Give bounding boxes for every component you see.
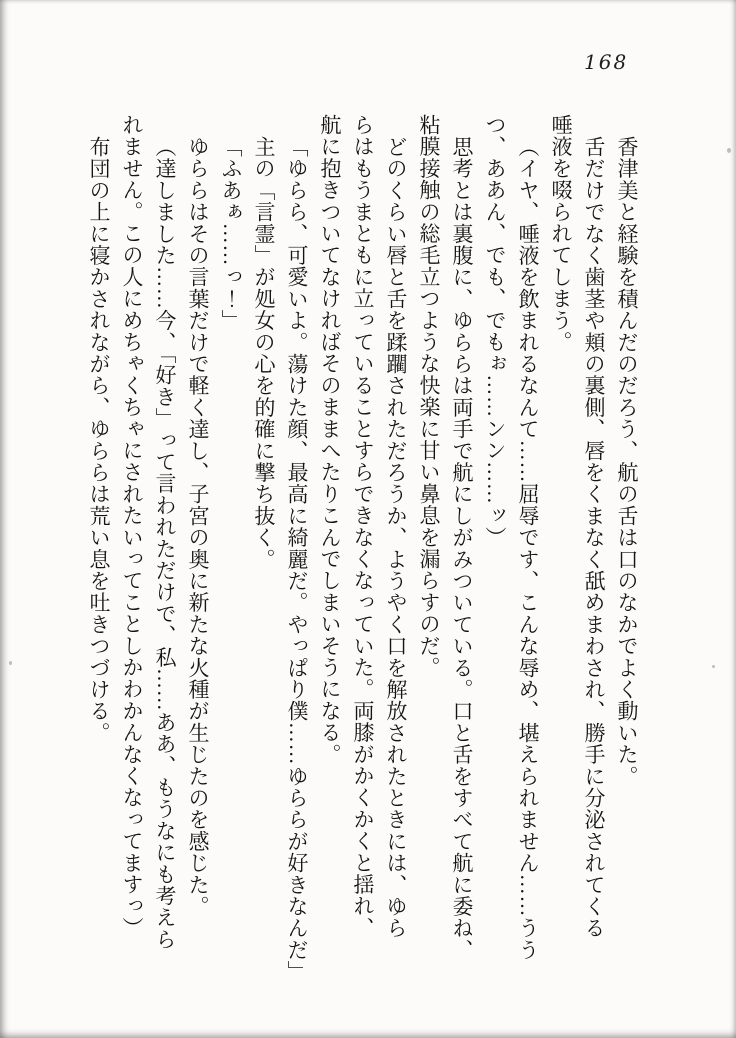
text-line: 「ふあぁ……っ！」 [219,135,243,332]
scan-speck [9,661,12,665]
text-line: 布団の上に寝かされながら、ゆららは荒い息を吐きつづける。 [87,135,111,744]
scan-speck [712,665,715,668]
text-columns [79,114,643,1004]
text-line: つ、ああん、でも、でもぉ……ンン……ッ） [483,114,507,548]
text-line: 香津美と経験を積んだのだろう、航の舌は口のなかでよく動いた。 [615,135,639,787]
text-line: 航に抱きついてなければそのままへたりこんでしまいそうになる。 [318,114,342,765]
text-line: どのくらい唇と舌を蹂躙されただろうか、ようやく口を解放されたときには、ゆら [384,135,408,939]
text-line: れません。この人にめちゃくちゃにされたいってことしかわかんなくなってますっ） [120,114,144,939]
text-line: 「ゆらら、可愛いよ。蕩けた顔、最高に綺麗だ。やっぱり僕……ゆららが好きなんだ」 [285,135,309,983]
text-line: 思考とは裏腹に、ゆららは両手で航にしがみついている。口と舌をすべて航に委ね、 [450,135,474,961]
page-number: 168 [584,50,629,74]
scan-speck [727,148,731,153]
text-line: ゆららはその言葉だけで軽く達し、子宮の奥に新たな火種が生じたのを感じた。 [186,135,210,917]
text-line: （イヤ、唾液を飲まれるなんて……屈辱です、こんな辱め、堪えられません……うう [516,135,540,961]
text-line: 主の「言霊」が処女の心を的確に撃ち抜く。 [252,135,276,570]
text-line: らはもうまともに立っていることすらできなくなっていた。両膝がかくかくと揺れ、 [351,114,375,939]
text-line: 唾液を啜られてしまう。 [549,114,573,353]
text-line: 舌だけでなく歯茎や頬の裏側、唇をくまなく舐めまわされ、勝手に分泌されてくる [582,135,606,939]
text-line: 粘膜接触の総毛立つような快楽に甘い鼻息を漏らすのだ。 [417,114,441,679]
text-line: （達しました……今、「好き」って言われただけで、私……ああ、もうなにも考えら [153,135,177,950]
